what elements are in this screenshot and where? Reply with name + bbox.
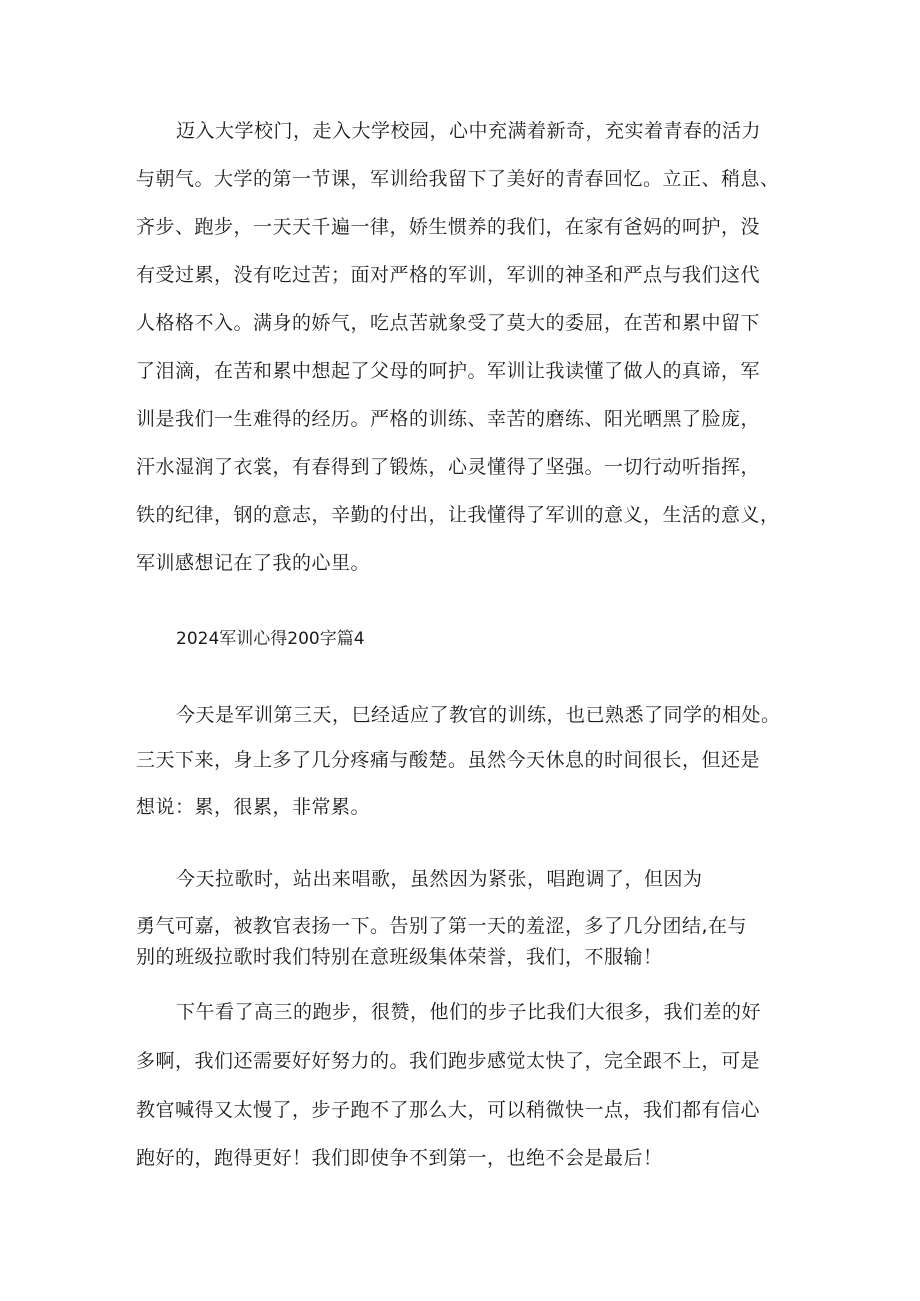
- paragraph-1-line: 人格格不入。满身的娇气，吃点苦就象受了莫大的委屈，在苦和累中留下: [136, 312, 761, 334]
- paragraph-4-line: 跑好的，跑得更好！我们即使争不到第一，也绝不会是最后！: [136, 1147, 663, 1169]
- paragraph-1-line: 汗水湿润了衣裳，有春得到了锻炼，心灵懂得了坚强。一切行动听指挥，: [136, 456, 761, 478]
- paragraph-1-line: 有受过累，没有吃过苦；面对严格的军训，军训的神圣和严点与我们这代: [136, 264, 761, 286]
- paragraph-2-line: 三天下来，身上多了几分疼痛与酸楚。虽然今天休息的时间很长，但还是: [136, 749, 761, 771]
- paragraph-4-line: 下午看了高三的跑步，很赞，他们的步子比我们大很多，我们差的好: [176, 1001, 762, 1023]
- paragraph-1-line: 了泪滴，在苦和累中想起了父母的呵护。军训让我读懂了做人的真谛，军: [136, 360, 761, 382]
- paragraph-4-line: 教官喊得又太慢了，步子跑不了那么大，可以稍微快一点，我们都有信心: [136, 1099, 761, 1121]
- paragraph-1-line: 军训感想记在了我的心里。: [136, 552, 371, 574]
- paragraph-1-line: 铁的纪律，钢的意志，辛勤的付出，让我懂得了军训的意义，生活的意义，: [136, 504, 780, 526]
- paragraph-1-line: 训是我们一生难得的经历。严格的训练、幸苦的磨练、阳光晒黑了脸庞，: [136, 408, 761, 430]
- paragraph-2-line: 想说：累，很累，非常累。: [136, 796, 371, 818]
- paragraph-3-line: 勇气可嘉，被教官表扬一下。告别了第一天的羞涩，多了几分团结,在与: [136, 915, 748, 937]
- paragraph-3-line: 今天拉歌时，站出来唱歌，虽然因为紧张，唱跑调了，但因为: [176, 868, 703, 890]
- paragraph-3-line: 别的班级拉歌时我们特别在意班级集体荣誉，我们，不服输！: [136, 946, 663, 968]
- paragraph-1-line: 迈入大学校门，走入大学校园，心中充满着新奇，充实着青春的活力: [176, 120, 762, 142]
- paragraph-1-line: 与朝气。大学的第一节课，军训给我留下了美好的青春回忆。立正、稍息、: [136, 168, 780, 190]
- paragraph-4-line: 多啊，我们还需要好好努力的。我们跑步感觉太快了，完全跟不上，可是: [136, 1050, 761, 1072]
- paragraph-1-line: 齐步、跑步，一天天千遍一律，娇生惯养的我们，在家有爸妈的呵护，没: [136, 216, 761, 238]
- section-heading: 2024军训心得200字篇4: [176, 629, 365, 649]
- paragraph-2-line: 今天是军训第三天，巳经适应了教官的训练，也已熟悉了同学的相处。: [176, 704, 781, 726]
